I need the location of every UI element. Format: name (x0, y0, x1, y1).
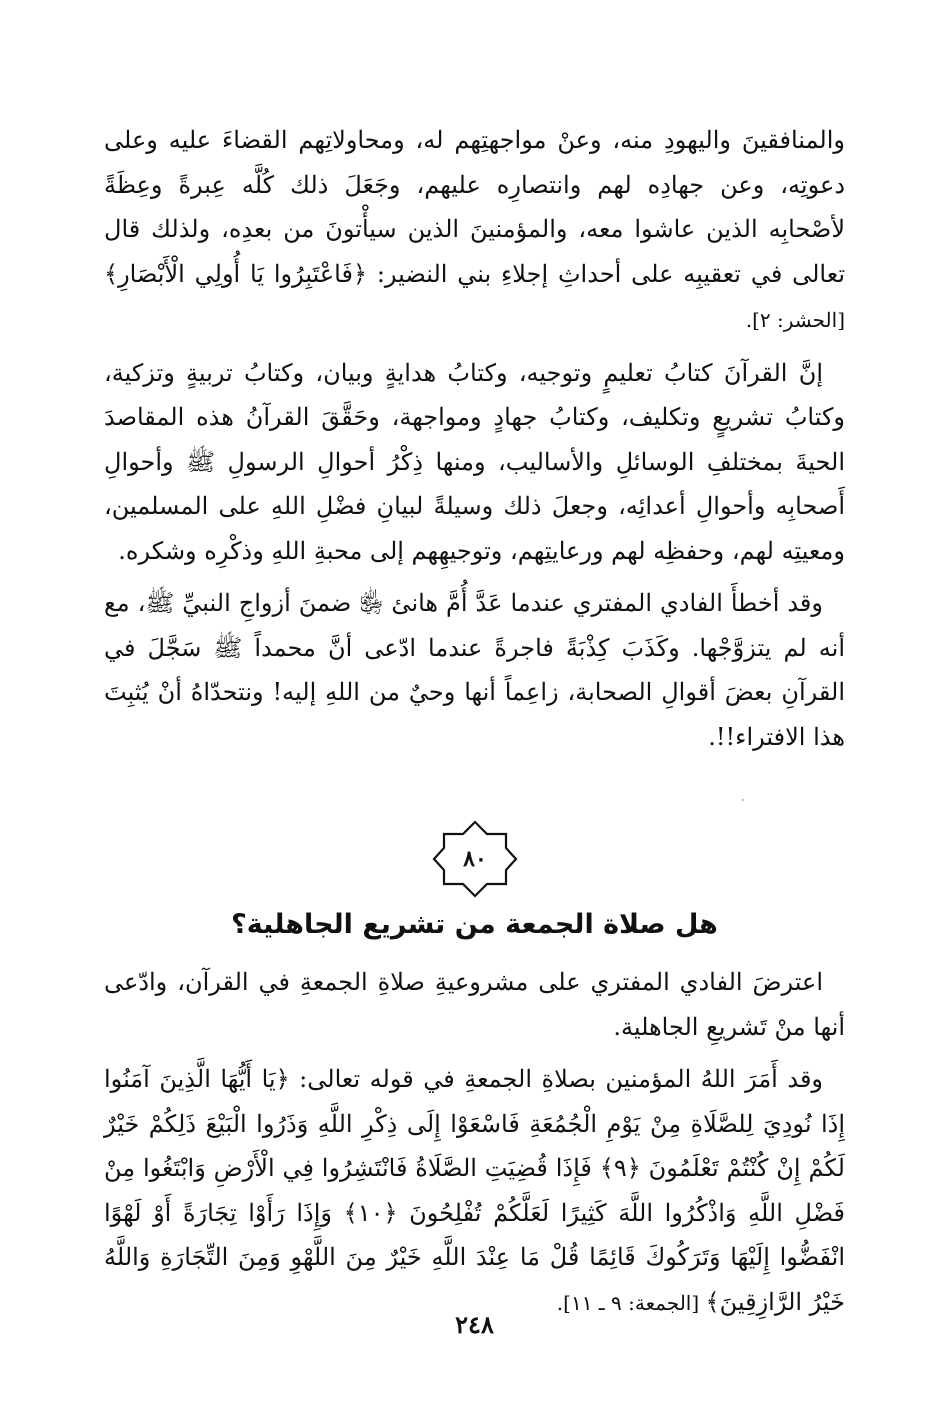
quran-quote-jumuah: ﴿يَا أَيُّهَا الَّذِينَ آمَنُوا إِذَا نُودِيَ لِلصَّلَاةِ مِنْ يَوْمِ الْجُمُعَةِ فَاسْعَوْا إِلَى ذِكْرِ اللَّهِ وَذَرُوا الْبَيْعَ ذَلِكُمْ خَيْرٌ لَكُمْ إِنْ كُنْتُمْ تَعْلَمُونَ ﴿٩﴾ فَإِذَا قُضِيَتِ الصَّلَاةُ فَانْتَشِرُوا فِي الْأَرْضِ وَابْتَغُوا مِنْ فَضْلِ اللَّهِ وَاذْكُرُوا اللَّهَ كَثِيرًا لَعَلَّكُمْ تُفْلِحُونَ ﴿١٠﴾ وَإِذَا رَأَوْا تِجَارَةً أَوْ لَهْوًا انْفَضُّوا إِلَيْهَا وَتَرَكُوكَ قَائِمًا قُلْ مَا عِنْدَ اللَّهِ خَيْرٌ مِنَ اللَّهْوِ وَمِنَ التِّجَارَةِ وَاللَّهُ خَيْرُ الرَّازِقِينَ﴾ (104, 1065, 846, 1316)
paragraph-1-text: والمنافقينَ واليهودِ منه، وعنْ مواجهتِهم له، ومحاولاتِهم القضاءَ عليه وعلى دعوتِه، وعن جهادِه لهم وانتصارِه عليهم، وجَعَلَ ذلك كُلَّه عِبرةً وعِظَةً لأصْحابِه الذين عاشوا معه، والمؤمنينَ الذين سيأْتونَ من بعدِه، ولذلك قال تعالى في تعقيبِه على أحداثِ إجلاءِ بني النضير: (104, 126, 846, 288)
quran-quote-hashr: ﴿فَاعْتَبِرُوا يَا أُولِي الْأَبْصَارِ﴾ (104, 259, 368, 288)
quran-reference-hashr: [الحشر: ٢]. (745, 308, 845, 332)
quran-reference-jumuah: [الجمعة: ٩ ـ ١١]. (556, 1290, 706, 1315)
paragraph-3: وقد أخطأَ الفادي المفتري عندما عَدَّ أُمَّ هانئ ﵂ ضمنَ أزواجِ النبيِّ ﷺ، مع أنه لم يتزوَّجْها. وكَذَبَ كِذْبَةً فاجرةً عندما ادّعى أنَّ محمداً ﷺ سَجَّلَ في القرآنِ بعضَ أقوالِ الصحابة، زاعِماً أنها وحيٌ من اللهِ إليه! ونتحدّاهُ أنْ يُثبِتَ هذا الافتراء!!. (104, 589, 845, 751)
section-heading: هل صلاة الجمعة من تشريع الجاهلية؟ (231, 909, 718, 940)
page-number: ٢٤٨ (455, 1310, 494, 1339)
paragraph-5-text: وقد أَمَرَ اللهُ المؤمنين بصلاةِ الجمعةِ في قوله تعالى: (289, 1065, 824, 1093)
section-number: ٨٠ (463, 846, 487, 872)
paragraph-5 (104, 1057, 845, 1325)
bottom-text-block (104, 960, 845, 1325)
top-text-block (104, 118, 845, 759)
page-speck (738, 790, 748, 800)
section-number-ornament (430, 818, 520, 900)
paragraph-2: إنَّ القرآنَ كتابُ تعليمٍ وتوجيه، وكتابُ هدايةٍ وبيان، وكتابُ تربيةٍ وتزكية، وكتابُ تشريعٍ وتكليف، وكتابُ جهادٍ ومواجهة، وحَقَّقَ القرآنُ هذه المقاصدَ الحيةَ بمختلفِ الوسائلِ والأساليب، ومنها ذِكْرُ أحوالِ الرسولِ ﷺ وأحوالِ أَصحابِه وأحوالِ أعدائِه، وجعلَ ذلك وسيلةً لبيانِ فضْلِ اللهِ على المسلمين، ومعيتِه لهم، وحفظِه لهم ورعايتِهم، وتوجيهِهم إلى محبةِ اللهِ وذكْرِه وشكره. (104, 358, 845, 565)
paragraph-1 (104, 118, 845, 343)
paragraph-4: اعترضَ الفادي المفتري على مشروعيةِ صلاةِ الجمعةِ في القرآن، وادّعى أنها منْ تَشريعِ الجاهلية. (104, 968, 845, 1041)
